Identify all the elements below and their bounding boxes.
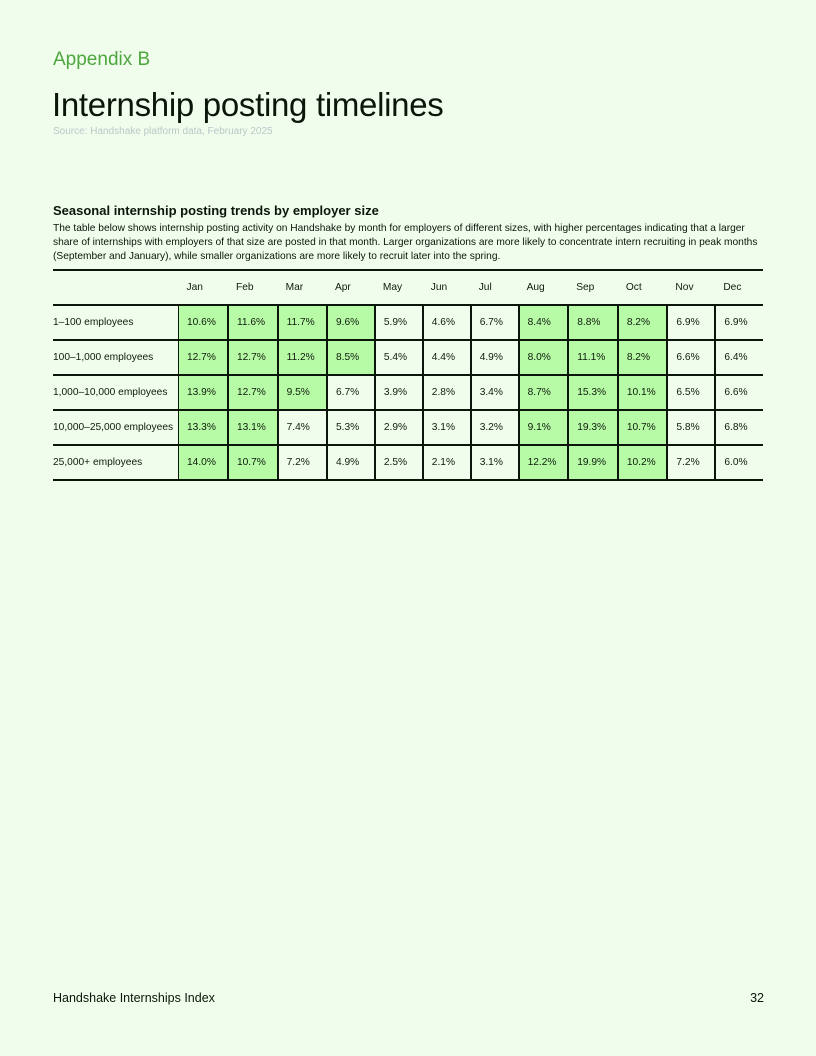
- column-header-oct: Oct: [618, 270, 668, 305]
- table-cell: 2.1%: [423, 445, 471, 480]
- column-header-feb: Feb: [228, 270, 278, 305]
- table-cell: 5.8%: [667, 410, 715, 445]
- table-cell: 11.1%: [568, 340, 618, 375]
- table-cell: 6.6%: [715, 375, 763, 410]
- table-cell: 12.7%: [228, 375, 278, 410]
- page-number: 32: [750, 991, 764, 1005]
- column-header-may: May: [375, 270, 423, 305]
- table-cell: 8.4%: [519, 305, 569, 340]
- table-cell: 4.9%: [327, 445, 375, 480]
- table-cell: 12.2%: [519, 445, 569, 480]
- table-row: [53, 445, 763, 480]
- table-cell: 3.9%: [375, 375, 423, 410]
- table-cell: 6.7%: [471, 305, 519, 340]
- table-cell: 11.7%: [278, 305, 327, 340]
- column-header-jul: Jul: [471, 270, 519, 305]
- table-cell: 6.4%: [715, 340, 763, 375]
- table-cell: 7.4%: [278, 410, 327, 445]
- table-cell: 3.1%: [471, 445, 519, 480]
- column-header-jun: Jun: [423, 270, 471, 305]
- table-cell: 4.6%: [423, 305, 471, 340]
- table-row: [53, 340, 763, 375]
- table-cell: 9.1%: [519, 410, 569, 445]
- table-cell: 4.9%: [471, 340, 519, 375]
- table-cell: 10.2%: [618, 445, 668, 480]
- table-body: [53, 305, 763, 480]
- table-cell: 13.1%: [228, 410, 278, 445]
- column-header-jan: Jan: [179, 270, 228, 305]
- row-label: 1,000–10,000 employees: [53, 375, 179, 410]
- table-cell: 12.7%: [179, 340, 228, 375]
- table-cell: 8.2%: [618, 305, 668, 340]
- page-title: Internship posting timelines: [52, 86, 444, 123]
- row-label: 10,000–25,000 employees: [53, 410, 179, 445]
- column-header-dec: Dec: [715, 270, 763, 305]
- table-description: The table below shows internship posting activity on Handshake by month for employers of different sizes, with higher percentages indicating that a larger share of internships with employers of that size are posted in that month. Larger organizations are more likely to concentrate intern recruiting in peak months (September and January), while smaller organizations are more likely to recruit later into the spring.: [53, 223, 758, 262]
- appendix-label: Appendix B: [53, 49, 151, 70]
- table-cell: 3.1%: [423, 410, 471, 445]
- column-header-aug: Aug: [519, 270, 569, 305]
- column-header-nov: Nov: [667, 270, 715, 305]
- table-cell: 3.4%: [471, 375, 519, 410]
- table-cell: 6.0%: [715, 445, 763, 480]
- table-cell: 7.2%: [667, 445, 715, 480]
- posting-trends-table: [53, 269, 763, 481]
- table-cell: 6.9%: [667, 305, 715, 340]
- table-cell: 8.0%: [519, 340, 569, 375]
- table-row: [53, 375, 763, 410]
- table-cell: 5.4%: [375, 340, 423, 375]
- table-cell: 9.5%: [278, 375, 327, 410]
- table-row: [53, 305, 763, 340]
- table-cell: 5.3%: [327, 410, 375, 445]
- table-cell: 19.9%: [568, 445, 618, 480]
- source-note: Source: Handshake platform data, February 2025: [53, 126, 273, 137]
- table-cell: 10.7%: [228, 445, 278, 480]
- table-cell: 8.7%: [519, 375, 569, 410]
- footer-title: Handshake Internships Index: [53, 991, 215, 1005]
- column-header-sep: Sep: [568, 270, 618, 305]
- table-cell: 5.9%: [375, 305, 423, 340]
- table-cell: 2.5%: [375, 445, 423, 480]
- column-header-mar: Mar: [278, 270, 327, 305]
- table-cell: 8.2%: [618, 340, 668, 375]
- table-row: [53, 410, 763, 445]
- table-cell: 7.2%: [278, 445, 327, 480]
- table-cell: 10.6%: [179, 305, 228, 340]
- table-cell: 9.6%: [327, 305, 375, 340]
- table-cell: 10.1%: [618, 375, 668, 410]
- row-label-header: [53, 270, 179, 305]
- table-cell: 14.0%: [179, 445, 228, 480]
- table-cell: 3.2%: [471, 410, 519, 445]
- table-heading: Seasonal internship posting trends by employer size: [53, 203, 379, 218]
- row-label: 25,000+ employees: [53, 445, 179, 480]
- table-cell: 8.8%: [568, 305, 618, 340]
- row-label: 1–100 employees: [53, 305, 179, 340]
- table-cell: 13.9%: [179, 375, 228, 410]
- table-cell: 6.6%: [667, 340, 715, 375]
- table-cell: 2.8%: [423, 375, 471, 410]
- table-cell: 11.2%: [278, 340, 327, 375]
- table-cell: 19.3%: [568, 410, 618, 445]
- table-cell: 13.3%: [179, 410, 228, 445]
- table-cell: 6.9%: [715, 305, 763, 340]
- table-cell: 12.7%: [228, 340, 278, 375]
- column-header-apr: Apr: [327, 270, 375, 305]
- table-cell: 6.8%: [715, 410, 763, 445]
- table-cell: 8.5%: [327, 340, 375, 375]
- table-cell: 15.3%: [568, 375, 618, 410]
- table-cell: 4.4%: [423, 340, 471, 375]
- table-cell: 11.6%: [228, 305, 278, 340]
- table-cell: 6.7%: [327, 375, 375, 410]
- table-cell: 6.5%: [667, 375, 715, 410]
- table-header-row: [53, 270, 763, 305]
- row-label: 100–1,000 employees: [53, 340, 179, 375]
- table-cell: 10.7%: [618, 410, 668, 445]
- table-cell: 2.9%: [375, 410, 423, 445]
